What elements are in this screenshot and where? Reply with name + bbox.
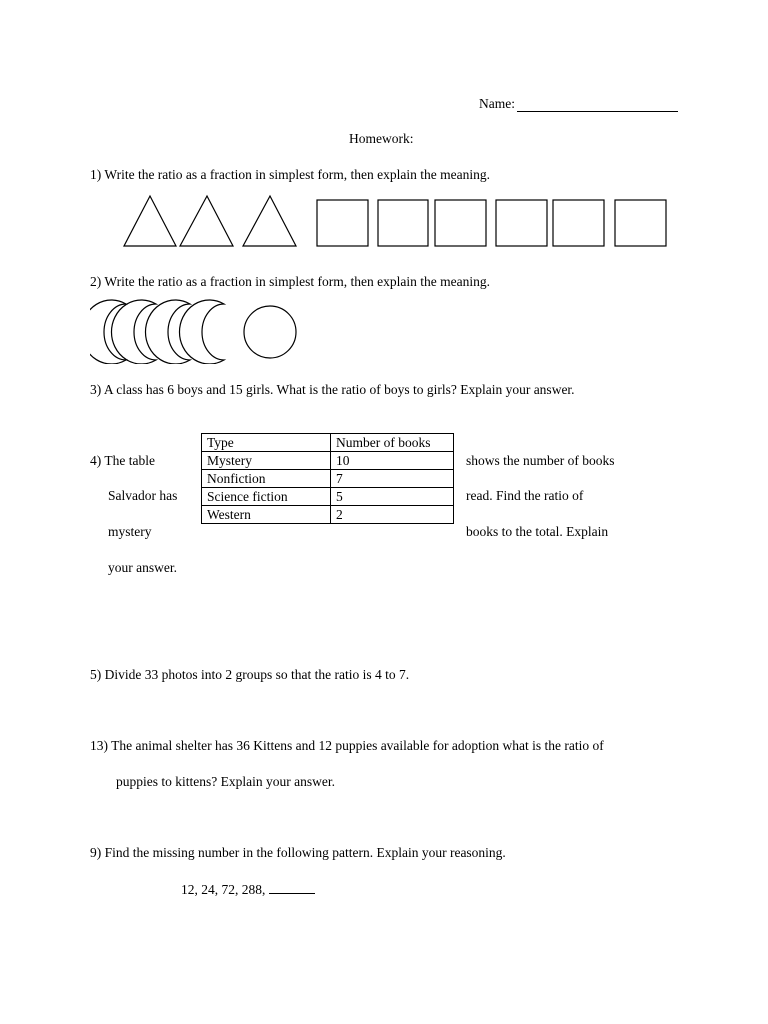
table-cell: Western — [202, 506, 331, 524]
number-pattern — [181, 881, 315, 898]
table-cell: 2 — [331, 506, 454, 524]
question-13-continued: puppies to kittens? Explain your answer. — [116, 774, 335, 789]
q4-text: your answer. — [108, 560, 177, 575]
square-shape — [317, 200, 368, 246]
page-title: Homework: — [349, 131, 414, 146]
moon-shape — [145, 300, 190, 364]
table-cell: Science fiction — [202, 488, 331, 506]
name-label: Name: — [479, 96, 515, 111]
q4-text: read. Find the ratio of — [466, 488, 584, 503]
table-header: Type — [202, 434, 331, 452]
square-shape — [435, 200, 486, 246]
q4-text: 4) The table — [90, 453, 155, 468]
table-row — [202, 488, 454, 506]
question-1: 1) Write the ratio as a fraction in simplest form, then explain the meaning. — [90, 167, 490, 182]
table-row — [202, 470, 454, 488]
q1-shapes — [110, 190, 680, 252]
name-field[interactable] — [517, 111, 678, 112]
question-2: 2) Write the ratio as a fraction in simplest form, then explain the meaning. — [90, 274, 490, 289]
table-cell: 7 — [331, 470, 454, 488]
table-cell: Nonfiction — [202, 470, 331, 488]
q2-shapes — [90, 298, 310, 364]
circle-shape — [244, 306, 296, 358]
table-header: Number of books — [331, 434, 454, 452]
square-shape — [615, 200, 666, 246]
q4-text: mystery — [108, 524, 152, 539]
table-cell: 5 — [331, 488, 454, 506]
question-13: 13) The animal shelter has 36 Kittens and 12 puppies available for adoption what is the ratio of — [90, 738, 604, 753]
square-shape — [496, 200, 547, 246]
triangle-shape — [124, 196, 176, 246]
table-row — [202, 452, 454, 470]
q4-text: books to the total. Explain — [466, 524, 609, 539]
triangle-shape — [243, 196, 296, 246]
table-cell: 10 — [331, 452, 454, 470]
question-5: 5) Divide 33 photos into 2 groups so that the ratio is 4 to 7. — [90, 667, 410, 682]
books-table — [201, 433, 454, 524]
table-cell: Mystery — [202, 452, 331, 470]
q4-text: shows the number of books — [466, 453, 615, 468]
square-shape — [378, 200, 428, 246]
table-header-row — [202, 434, 454, 452]
moon-shape — [179, 300, 224, 364]
question-9: 9) Find the missing number in the following pattern. Explain your reasoning. — [90, 845, 506, 860]
moon-shape — [111, 300, 156, 364]
question-3: 3) A class has 6 boys and 15 girls. What is the ratio of boys to girls? Explain your answer. — [90, 382, 575, 397]
pattern-values: 12, 24, 72, 288, — [181, 882, 266, 897]
answer-blank[interactable] — [269, 881, 315, 894]
square-shape — [553, 200, 604, 246]
q4-text: Salvador has — [108, 488, 178, 503]
triangle-shape — [180, 196, 233, 246]
table-row — [202, 506, 454, 524]
